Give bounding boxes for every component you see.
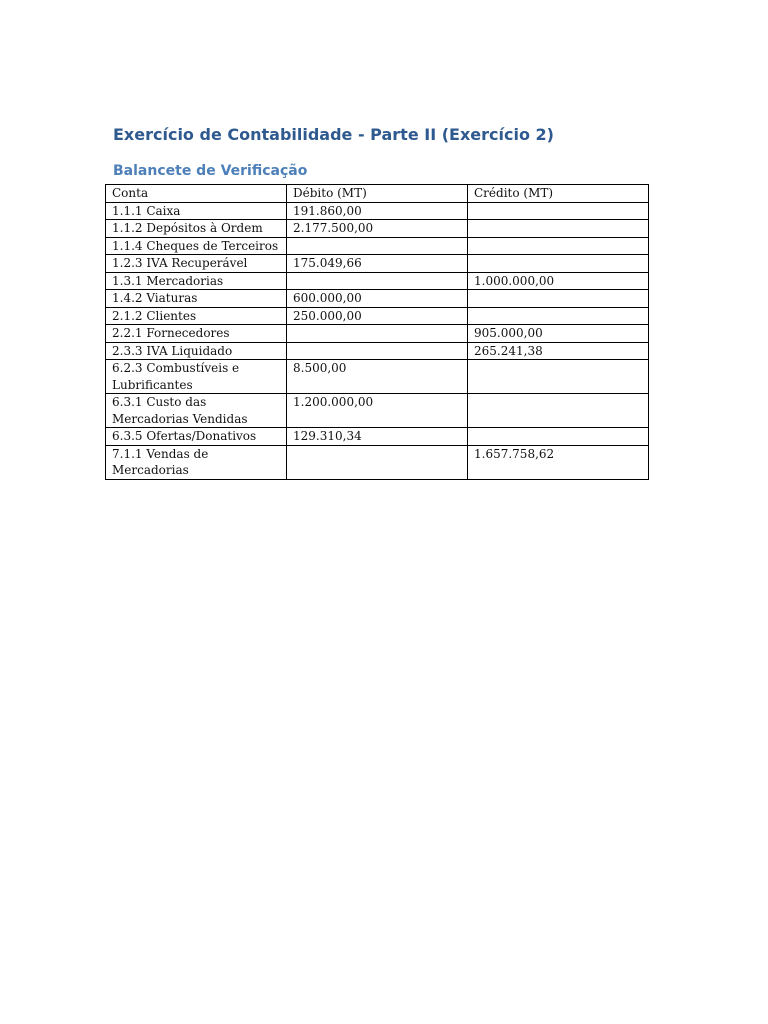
- header-conta: Conta: [106, 185, 287, 203]
- cell-conta: 2.2.1 Fornecedores: [106, 325, 287, 343]
- cell-credito: 1.000.000,00: [468, 272, 649, 290]
- cell-credito: 905.000,00: [468, 325, 649, 343]
- cell-credito: [468, 237, 649, 255]
- table-row: [106, 202, 649, 220]
- cell-conta: 6.3.5 Ofertas/Donativos: [106, 428, 287, 446]
- cell-debito: 8.500,00: [287, 360, 468, 394]
- cell-conta: 1.1.4 Cheques de Terceiros: [106, 237, 287, 255]
- table-row: [106, 290, 649, 308]
- cell-debito: [287, 272, 468, 290]
- table-row: [106, 445, 649, 479]
- cell-debito: 600.000,00: [287, 290, 468, 308]
- table-row: [106, 237, 649, 255]
- table-row: [106, 272, 649, 290]
- cell-debito: 129.310,34: [287, 428, 468, 446]
- cell-credito: 1.657.758,62: [468, 445, 649, 479]
- cell-debito: 175.049,66: [287, 255, 468, 273]
- table-header-row: [106, 185, 649, 203]
- section-heading: Balancete de Verificação: [113, 163, 308, 179]
- cell-debito: 2.177.500,00: [287, 220, 468, 238]
- cell-debito: 191.860,00: [287, 202, 468, 220]
- cell-conta: 6.2.3 Combustíveis e Lubrificantes: [106, 360, 287, 394]
- cell-credito: 265.241,38: [468, 342, 649, 360]
- cell-conta: 6.3.1 Custo das Mercadorias Vendidas: [106, 394, 287, 428]
- cell-conta: 1.1.1 Caixa: [106, 202, 287, 220]
- cell-conta: 2.1.2 Clientes: [106, 307, 287, 325]
- cell-debito: [287, 445, 468, 479]
- table-row: [106, 342, 649, 360]
- table-row: [106, 307, 649, 325]
- cell-conta: 7.1.1 Vendas de Mercadorias: [106, 445, 287, 479]
- table-row: [106, 394, 649, 428]
- cell-conta: 2.3.3 IVA Liquidado: [106, 342, 287, 360]
- document-title: Exercício de Contabilidade - Parte II (Exercício 2): [113, 125, 554, 144]
- cell-conta: 1.2.3 IVA Recuperável: [106, 255, 287, 273]
- cell-credito: [468, 307, 649, 325]
- cell-credito: [468, 360, 649, 394]
- cell-conta: 1.1.2 Depósitos à Ordem: [106, 220, 287, 238]
- cell-debito: [287, 237, 468, 255]
- table-row: [106, 360, 649, 394]
- cell-credito: [468, 290, 649, 308]
- cell-conta: 1.3.1 Mercadorias: [106, 272, 287, 290]
- table-row: [106, 325, 649, 343]
- cell-credito: [468, 220, 649, 238]
- cell-credito: [468, 394, 649, 428]
- table-row: [106, 220, 649, 238]
- cell-credito: [468, 428, 649, 446]
- header-credito: Crédito (MT): [468, 185, 649, 203]
- trial-balance-table: [105, 184, 649, 480]
- cell-debito: 1.200.000,00: [287, 394, 468, 428]
- cell-conta: 1.4.2 Viaturas: [106, 290, 287, 308]
- cell-debito: [287, 325, 468, 343]
- cell-credito: [468, 202, 649, 220]
- table-row: [106, 428, 649, 446]
- cell-debito: 250.000,00: [287, 307, 468, 325]
- table-row: [106, 255, 649, 273]
- header-debito: Débito (MT): [287, 185, 468, 203]
- document-page: [105, 124, 650, 480]
- cell-credito: [468, 255, 649, 273]
- cell-debito: [287, 342, 468, 360]
